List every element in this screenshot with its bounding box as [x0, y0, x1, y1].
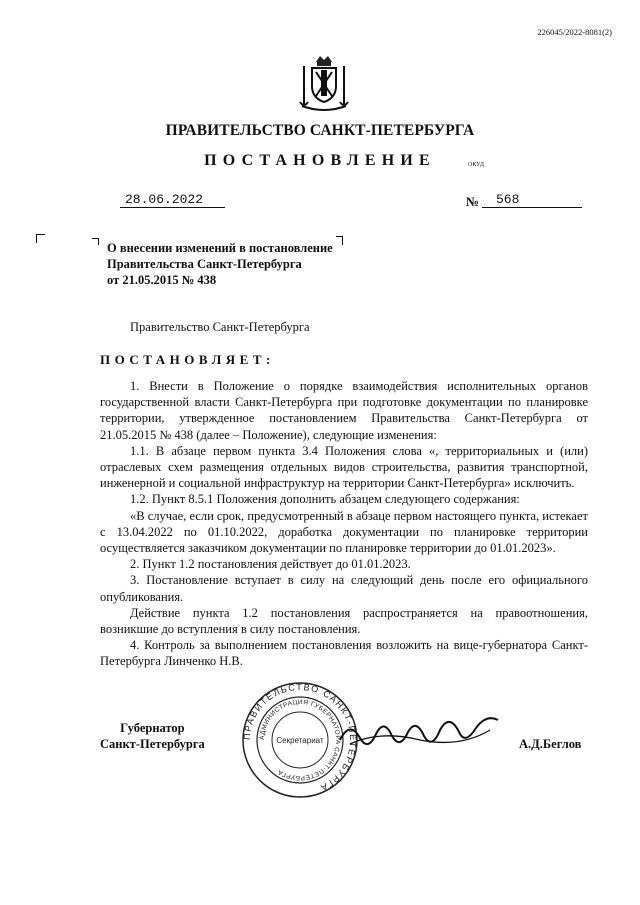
- government-title: ПРАВИТЕЛЬСТВО САНКТ-ПЕТЕРБУРГА: [165, 122, 475, 139]
- handwritten-signature-icon: [320, 700, 510, 770]
- okud-label: ОКУД: [468, 162, 484, 168]
- decree-title: ПОСТАНОВЛЕНИЕ: [204, 152, 436, 169]
- subject-line-2: Правительства Санкт-Петербурга: [107, 257, 302, 271]
- paragraph-1-2-text: «В случае, если срок, предусмотренный в абзаце первом настоящего пункта, истекает с 13.04.2022 по 01.10.2022, доработка документации по планировке территории осуществляется заказчиком документации по планировке территории до 01.01.2023».: [100, 508, 588, 556]
- subject-line-3: от 21.05.2015 № 438: [107, 273, 217, 287]
- paragraph-2: 2. Пункт 1.2 постановления действует до 01.01.2023.: [130, 557, 411, 572]
- signatory-position-line-1: Губернатор: [120, 721, 185, 735]
- subject-line-1: О внесении изменений в постановление: [107, 241, 333, 255]
- decree-subject: [107, 240, 333, 288]
- seal-inner-text: АДМИНИСТРАЦИЯ ГУБЕРНАТОРА САНКТ-ПЕТЕРБУРГА: [258, 698, 342, 782]
- document-registration-number: 226045/2022-8081(2): [537, 27, 612, 37]
- seal-outer-text: ПРАВИТЕЛЬСТВО САНКТ-ПЕТЕРБУРГА: [241, 681, 359, 794]
- signatory-position-line-2: Санкт-Петербурга: [100, 737, 205, 751]
- decree-body: [100, 378, 588, 670]
- coat-of-arms-icon: [296, 52, 352, 114]
- decree-number: 568: [482, 192, 582, 208]
- paragraph-3-note: Действие пункта 1.2 постановления распространяется на правоотношения, возникшие до вступления в силу постановления.: [100, 605, 588, 637]
- number-label: №: [466, 194, 480, 209]
- signatory-position: [100, 720, 205, 752]
- paragraph-1-1: 1.1. В абзаце первом пункта 3.4 Положения слова «, территориальных и (или) отраслевых схем размещения отдельных видов строительства, развития транспортной, инженерной и социальной инфраструктур на территории Санкт-Петербурга» исключить.: [100, 443, 588, 491]
- signatory-name: А.Д.Беглов: [519, 737, 582, 751]
- resolves-heading: ПОСТАНОВЛЯЕТ:: [100, 352, 275, 367]
- seal-center-text: Секретариат: [276, 736, 324, 745]
- corner-mark-left: [36, 234, 45, 243]
- paragraph-1: 1. Внести в Положение о порядке взаимодействия исполнительных органов государственной власти Санкт-Петербурга при подготовке документации по планировке территории, утвержденное постановлением Правительства Санкт-Петербурга от 21.05.2015 № 438 (далее – Положение), следующие изменения:: [100, 379, 588, 442]
- corner-mark-left-inner: [92, 238, 99, 245]
- corner-mark-right: [336, 236, 343, 245]
- intro-text: Правительство Санкт-Петербурга: [130, 320, 310, 334]
- paragraph-4: 4. Контроль за выполнением постановления возложить на вице-губернатора Санкт-Петербурга Линченко Н.В.: [100, 638, 588, 669]
- paragraph-1-2: 1.2. Пункт 8.5.1 Положения дополнить абзацем следующего содержания:: [130, 492, 520, 507]
- paragraph-3: 3. Постановление вступает в силу на следующий день после его официального опубликования.: [100, 573, 588, 604]
- decree-date: 28.06.2022: [120, 192, 225, 208]
